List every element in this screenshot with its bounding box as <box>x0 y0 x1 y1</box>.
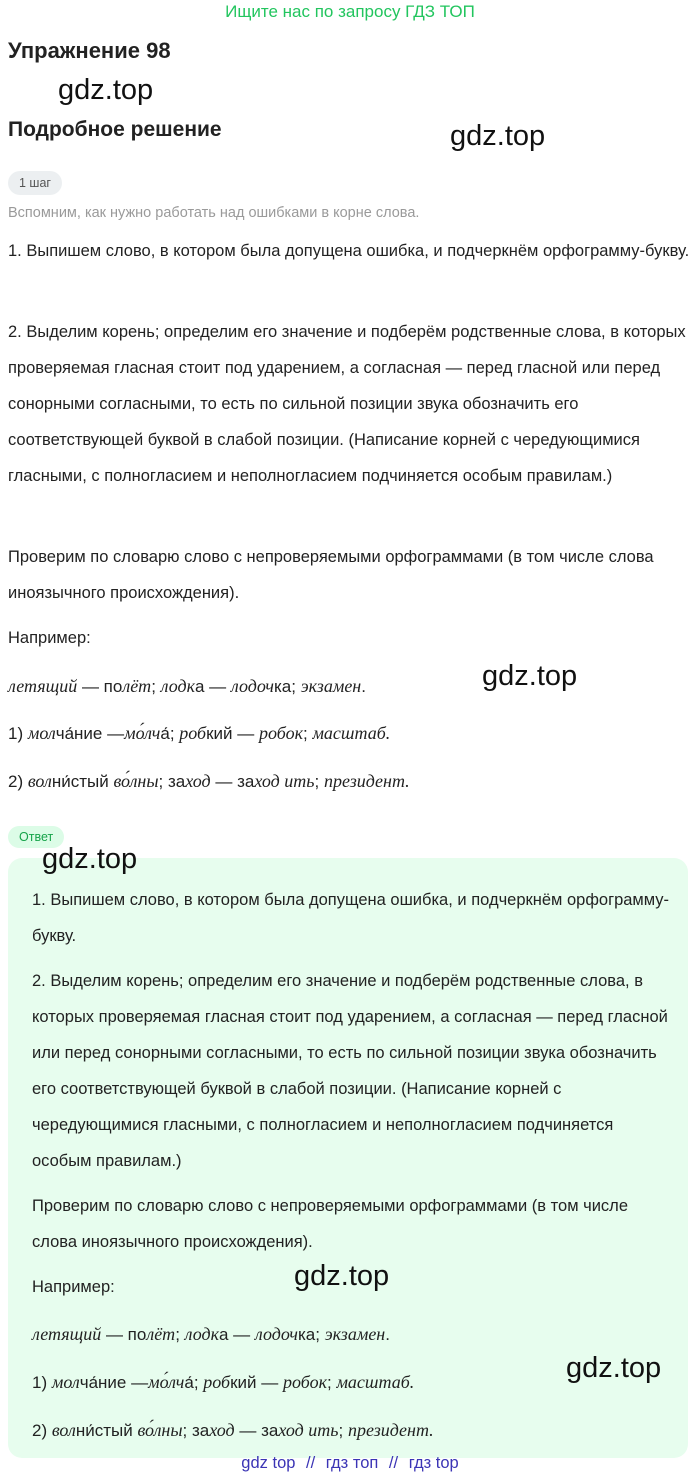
answer-badge: Ответ <box>8 826 64 848</box>
watermark: gdz.top <box>58 74 154 106</box>
step-badge: 1 шаг <box>8 171 62 195</box>
step-hint: Вспомним, как нужно работать над ошибками в корне слова. <box>8 205 420 221</box>
search-banner: Ищите нас по запросу ГДЗ ТОП <box>225 2 475 21</box>
answer-example-line-2: 1) молча́ние —мо́лча́; робкий — робок; масштаб. <box>32 1372 415 1392</box>
answer-example-line-1: летящий — полёт; лодка — лодочка; экзамен. <box>32 1324 390 1344</box>
watermark: gdz.top <box>42 843 138 875</box>
footer-separator: // <box>388 1454 399 1472</box>
footer-links <box>0 1454 700 1473</box>
page-title: Упражнение 98 <box>8 38 171 63</box>
answer-example-label: Например: <box>32 1278 115 1296</box>
watermark: gdz.top <box>294 1260 390 1292</box>
answer-paragraph-2: 2. Выделим корень; определим его значение и подберём родственные слова, в которых проверяемая гласная стоит под ударением, а согласная — перед гласной или перед сонорными согласными, то есть по сильной позиции звука обозначить его соответствующей буквой в слабой позиции. (Написание корней с чередующимися гласными, с полногласием и неполногласием подчиняется особым правилам.) <box>32 972 668 1170</box>
answer-paragraph-3: Проверим по словарю слово с непроверяемыми орфограммами (в том числе слова иноязычного происхождения). <box>32 1197 628 1251</box>
footer-link-gdz-top-mixed[interactable]: гдз top <box>408 1454 459 1472</box>
solution-paragraph-2: 2. Выделим корень; определим его значение и подберём родственные слова, в которых проверяемая гласная стоит под ударением, а согласная — перед гласной или перед сонорными согласными, то есть по сильной позиции звука обозначить его соответствующей буквой в слабой позиции. (Написание корней с чередующимися гласными, с полногласием и неполногласием подчиняется особым правилам.) <box>8 323 686 485</box>
example-line-3: 2) волни́стый во́лны; заход — заход ить; президент. <box>8 771 410 791</box>
example-label: Например: <box>8 629 91 647</box>
solution-paragraph-3: Проверим по словарю слово с непроверяемыми орфограммами (в том числе слова иноязычного происхождения). <box>8 548 654 602</box>
watermark: gdz.top <box>450 120 546 152</box>
answer-example-line-3: 2) волни́стый во́лны; заход — заход ить; президент. <box>32 1420 434 1440</box>
section-title: Подробное решение <box>8 118 222 141</box>
watermark: gdz.top <box>566 1352 662 1384</box>
footer-link-gdz-top-ru[interactable]: гдз топ <box>325 1454 379 1472</box>
example-line-2: 1) молча́ние —мо́лча́; робкий — робок; масштаб. <box>8 723 391 743</box>
watermark: gdz.top <box>482 660 578 692</box>
footer-separator: // <box>306 1454 316 1472</box>
example-line-1: летящий — полёт; лодка — лодочка; экзамен. <box>8 676 366 696</box>
solution-paragraph-1: 1. Выпишем слово, в котором была допущена ошибка, и подчеркнём орфограмму-букву. <box>8 242 690 260</box>
answer-paragraph-1: 1. Выпишем слово, в котором была допущена ошибка, и подчеркнём орфограмму-букву. <box>32 891 670 945</box>
footer-link-gdz-top[interactable]: gdz top <box>241 1454 296 1472</box>
